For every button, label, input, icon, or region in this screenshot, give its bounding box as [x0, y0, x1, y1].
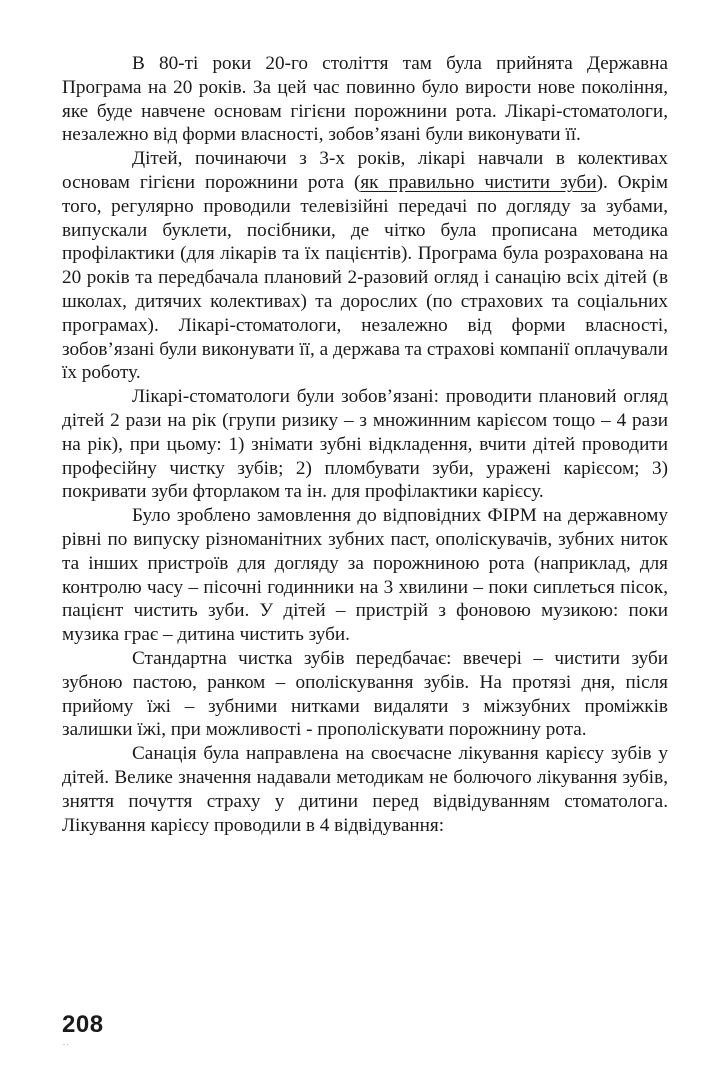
paragraph-5: Стандартна чистка зубів передбачає: ввечері – чистити зуби зубною пастою, ранком – ополіскування зубів. На протязі дня, після прийому їжі – зубними нитками видаляти з міжзубних проміжків залишки їжі, при можливості - прополіскувати порожнину рота. [62, 647, 668, 741]
paragraph-2-start: Дітей, починаючи з 3-х років, лікарі навчали в колективах основам гігієни порожнини рота ( [62, 148, 668, 193]
footer-marks: . . [63, 1040, 69, 1047]
paragraph-6: Санація була направлена на своєчасне лікування карієсу зубів у дітей. Велике значення надавали методикам не болючого лікування зубів, зняття почуття страху у дитини перед відвідуванням стоматолога. Лікування карієсу проводили в 4 відвідування: [62, 743, 668, 836]
page-body [62, 52, 668, 837]
page-number: 208 [62, 1011, 104, 1038]
paragraph-2-rest: ). Окрім того, регулярно проводили телевізійні передачі по догляду за зубами, випускали буклети, посібники, де чітко була прописана методика профілактики (для лікарів та їх пацієнтів). Програма була розрахована на 20 років та передбачала плановий 2-разовий огляд і санацію всіх дітей (в школах, дитячих колективах) та дорослих (по страхових та соціальних програмах). Лікарі-стоматологи, незалежно від форми власності, зобов’язані були виконувати її, а держава та страхові компанії оплачували їх роботу. [62, 171, 668, 384]
paragraph-4: Було зроблено замовлення до відповідних ФІРМ на державному рівні по випуску різноманітних зубних паст, ополіскувачів, зубних ниток та інших пристроїв для догляду за порожниною рота (наприклад, для контролю часу – пісочні годинники на 3 хвилини – поки сиплеться пісок, пацієнт чистить зуби. У дітей – пристрій з фоновою музикою: поки музика грає – дитина чистить зуби. [62, 505, 668, 646]
paragraph-3: Лікарі-стоматологи були зобов’язані: проводити плановий огляд дітей 2 рази на рік (групи ризику – з множинним карієсом тощо – 4 рази на рік), при цьому: 1) знімати зубні відкладення, вчити дітей проводити професійну чистку зубів; 2) пломбувати зуби, уражені карієсом; 3) покривати зуби фторлаком та ін. для профілактики карієсу. [62, 386, 668, 503]
paragraph-1: В 80-ті роки 20-го століття там була прийнята Державна Програма на 20 років. За цей час повинно було вирости нове покоління, яке буде навчене основам гігієни порожнини рота. Лікарі-стоматологи, незалежно від форми власності, зобов’язані були виконувати її. [62, 53, 668, 146]
paragraph-2 [62, 147, 668, 385]
underlined-phrase: як правильно чистити зуби [360, 171, 597, 193]
